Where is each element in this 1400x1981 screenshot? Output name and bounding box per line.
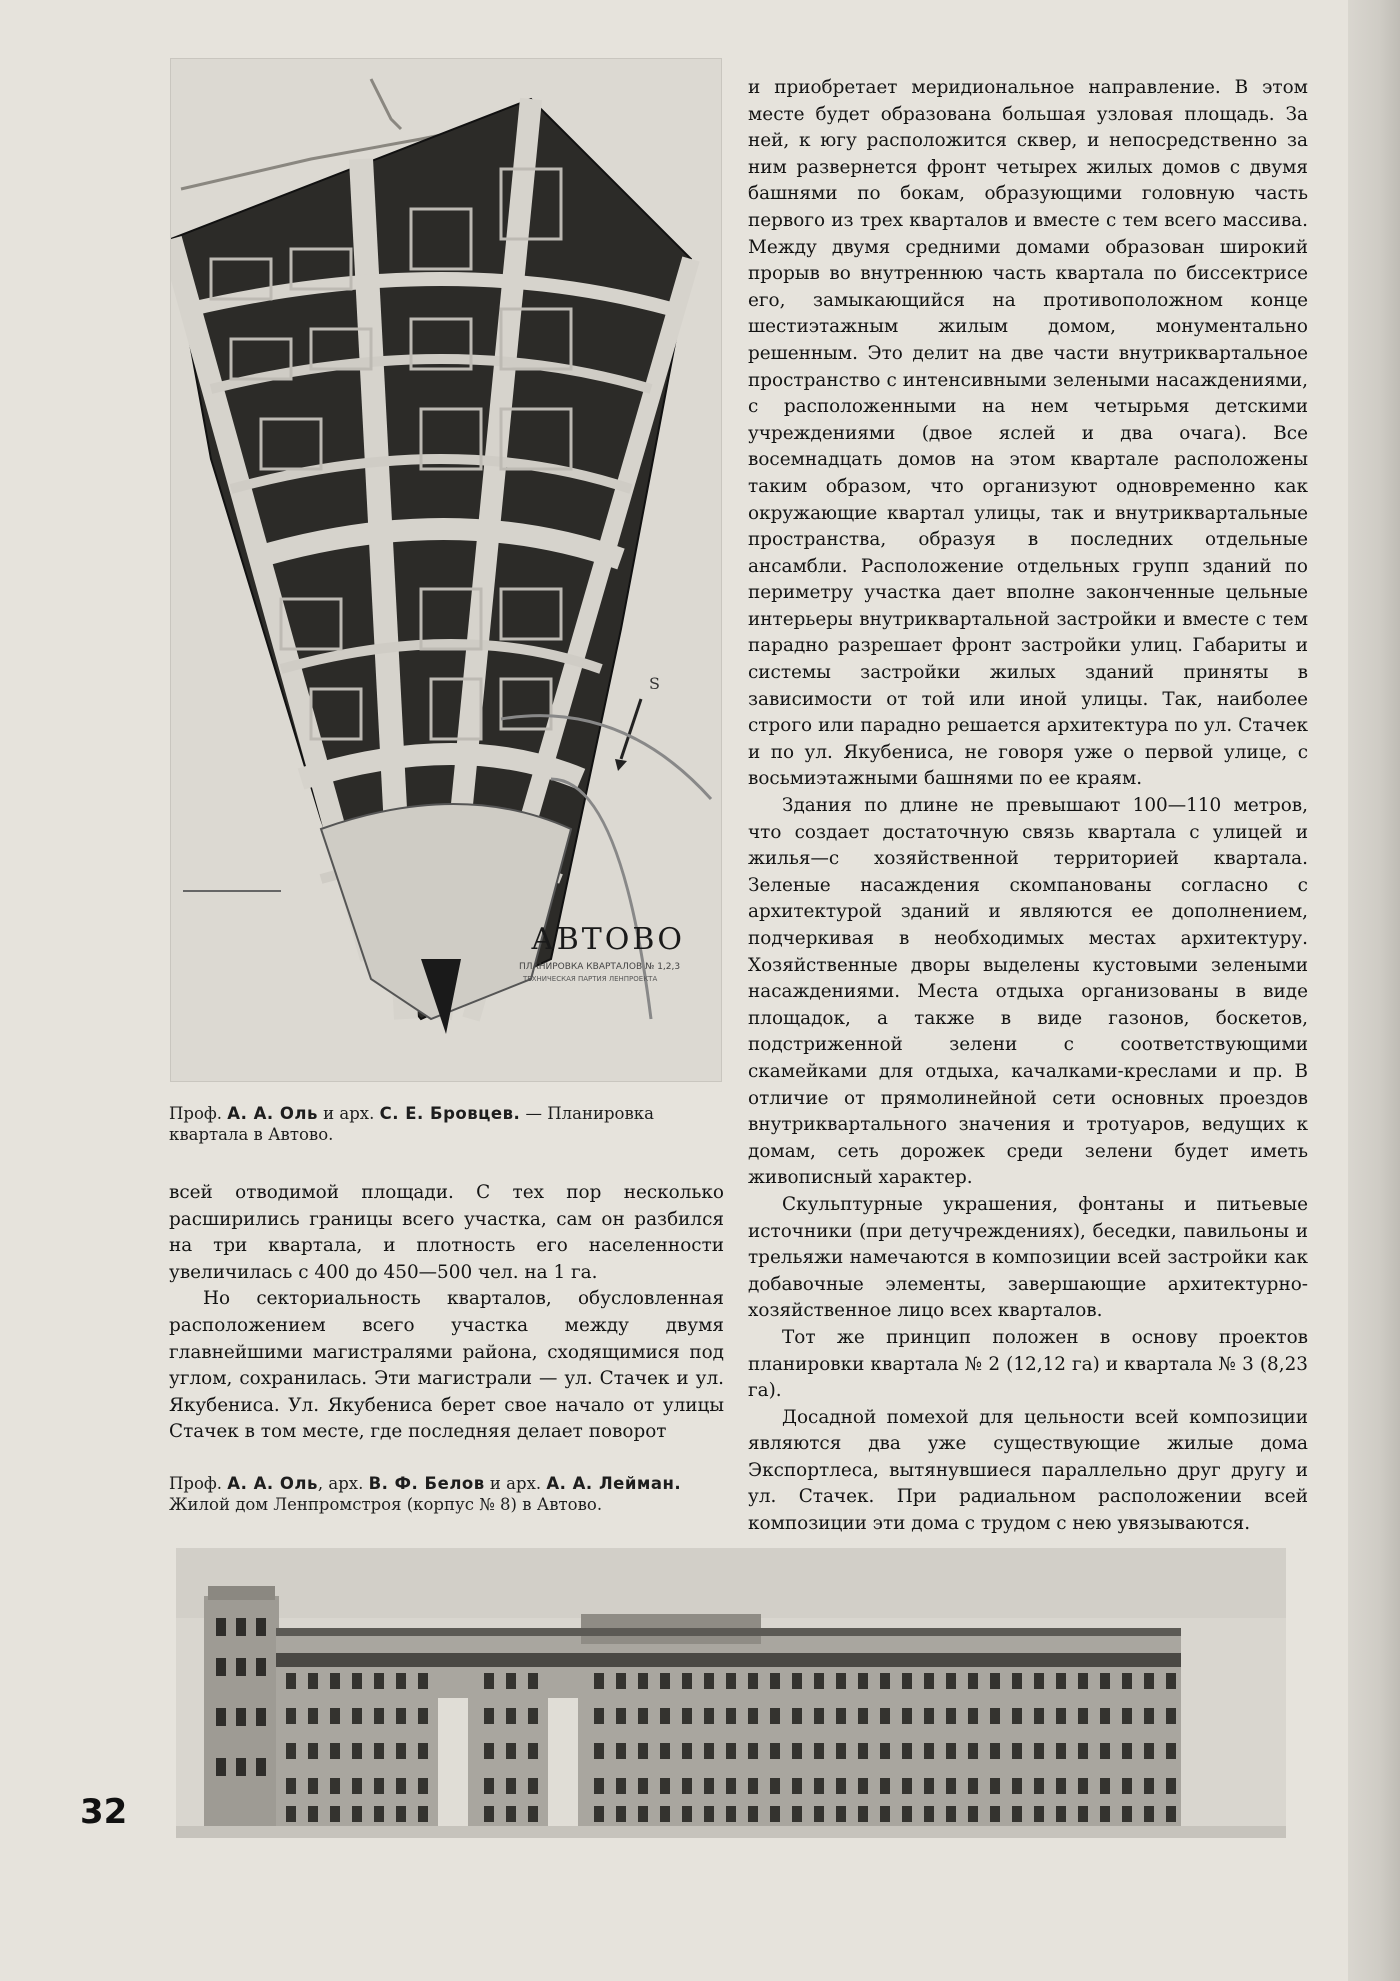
facade-window [770, 1743, 780, 1759]
facade-window [418, 1673, 428, 1689]
facade-window [638, 1743, 648, 1759]
facade-window [506, 1778, 516, 1794]
facade-window [836, 1673, 846, 1689]
facade-window [836, 1708, 846, 1724]
facade-window [616, 1673, 626, 1689]
facade-window [924, 1673, 934, 1689]
facade-window [594, 1778, 604, 1794]
facade-window [726, 1806, 736, 1822]
facade-window [902, 1806, 912, 1822]
facade-window [726, 1778, 736, 1794]
facade-window [308, 1708, 318, 1724]
facade-window [682, 1673, 692, 1689]
north-mark: S [649, 674, 660, 693]
facade-window [1122, 1708, 1132, 1724]
facade-window [506, 1673, 516, 1689]
facade-window [1034, 1743, 1044, 1759]
facade-window [968, 1743, 978, 1759]
facade-window [374, 1743, 384, 1759]
facade-window [880, 1778, 890, 1794]
facade-window [1056, 1778, 1066, 1794]
facade-window [1012, 1743, 1022, 1759]
facade-window [1144, 1673, 1154, 1689]
facade-window [1166, 1778, 1176, 1794]
page-edge [1348, 0, 1400, 1981]
facade-window [396, 1673, 406, 1689]
facade-window [484, 1708, 494, 1724]
facade-window [990, 1778, 1000, 1794]
facade-window [748, 1673, 758, 1689]
facade-window [660, 1708, 670, 1724]
facade-caption-author3: А. А. Лейман. [546, 1474, 682, 1493]
facade-window [594, 1743, 604, 1759]
facade-window [308, 1673, 318, 1689]
facade-window [1078, 1806, 1088, 1822]
facade-window [924, 1743, 934, 1759]
facade-window [748, 1806, 758, 1822]
facade-window [638, 1708, 648, 1724]
facade-window [880, 1806, 890, 1822]
plan-drawing [171, 59, 721, 1081]
facade-window [286, 1778, 296, 1794]
facade-window [880, 1673, 890, 1689]
plan-figure [170, 58, 722, 1082]
plan-caption [169, 1103, 654, 1145]
plan-caption-line2: квартала в Автово. [169, 1125, 334, 1144]
facade-window [1144, 1708, 1154, 1724]
facade-window [902, 1708, 912, 1724]
facade-window [1144, 1778, 1154, 1794]
facade-window [528, 1743, 538, 1759]
facade-window [1122, 1778, 1132, 1794]
facade-window [506, 1708, 516, 1724]
facade-window [682, 1743, 692, 1759]
facade-window [1078, 1778, 1088, 1794]
facade-window [638, 1673, 648, 1689]
facade-window [1100, 1743, 1110, 1759]
facade-drawing [176, 1548, 1286, 1838]
facade-window [352, 1708, 362, 1724]
facade-window [352, 1673, 362, 1689]
facade-window [704, 1743, 714, 1759]
facade-window [352, 1743, 362, 1759]
plan-subtitle: ПЛАНИРОВКА КВАРТАЛОВ № 1,2,3 [519, 962, 681, 972]
facade-window [286, 1743, 296, 1759]
facade-window [792, 1673, 802, 1689]
facade-window [330, 1778, 340, 1794]
facade-window [946, 1708, 956, 1724]
plan-caption-mid: и арх. [317, 1104, 380, 1123]
facade-caption-line2: Жилой дом Ленпромстроя (корпус № 8) в Автово. [169, 1495, 603, 1514]
facade-window [1144, 1806, 1154, 1822]
facade-window [396, 1743, 406, 1759]
facade-window [308, 1806, 318, 1822]
facade-window [638, 1806, 648, 1822]
facade-window [924, 1708, 934, 1724]
facade-window [726, 1743, 736, 1759]
facade-window [792, 1806, 802, 1822]
facade-window [1166, 1673, 1176, 1689]
article-right-column [748, 75, 1308, 1538]
facade-window [1012, 1673, 1022, 1689]
facade-caption-mid2: и арх. [484, 1474, 547, 1493]
facade-window [1034, 1673, 1044, 1689]
plan-caption-author1: А. А. Оль [227, 1104, 318, 1123]
facade-window [1100, 1673, 1110, 1689]
article-left-column [169, 1180, 724, 1446]
facade-window [704, 1778, 714, 1794]
facade-window [770, 1806, 780, 1822]
facade-window [330, 1806, 340, 1822]
facade-window [770, 1708, 780, 1724]
facade-window [1078, 1708, 1088, 1724]
facade-window [330, 1708, 340, 1724]
plan-caption-prefix: Проф. [169, 1104, 228, 1123]
facade-window [660, 1806, 670, 1822]
facade-window [1100, 1806, 1110, 1822]
facade-window [616, 1806, 626, 1822]
facade-window [858, 1806, 868, 1822]
facade-window [616, 1708, 626, 1724]
facade-window [528, 1673, 538, 1689]
facade-window [946, 1743, 956, 1759]
facade-window [330, 1743, 340, 1759]
facade-window [1034, 1806, 1044, 1822]
facade-window [396, 1708, 406, 1724]
facade-window [1122, 1673, 1132, 1689]
facade-window [770, 1778, 780, 1794]
facade-window [418, 1778, 428, 1794]
facade-window [704, 1806, 714, 1822]
facade-window [374, 1708, 384, 1724]
plan-title: АВТОВО [531, 922, 686, 957]
facade-window [286, 1673, 296, 1689]
facade-window [836, 1778, 846, 1794]
facade-window [682, 1806, 692, 1822]
facade-window [418, 1743, 428, 1759]
facade-window [660, 1778, 670, 1794]
facade-window [836, 1743, 846, 1759]
left-paragraph-2: Но секториальность кварталов, обусловленная расположением всего участка между двумя главнейшими магистралями района, сходящимися под углом, сохранилась. Эти магистрали — ул. Стачек и ул. Якубениса. Ул. Якубениса берет свое начало от улицы Стачек в том месте, где последняя делает поворот [169, 1288, 724, 1443]
facade-window [814, 1673, 824, 1689]
facade-window [1100, 1708, 1110, 1724]
facade-window [990, 1708, 1000, 1724]
facade-window [594, 1806, 604, 1822]
facade-window [308, 1778, 318, 1794]
facade-window [704, 1673, 714, 1689]
facade-window [858, 1743, 868, 1759]
facade-window [682, 1778, 692, 1794]
facade-window [1034, 1778, 1044, 1794]
facade-window [330, 1673, 340, 1689]
right-paragraph-4: Тот же принцип положен в основу проектов планировки квартала № 2 (12,12 га) и квартала № 3 (8,23 га). [748, 1326, 1308, 1402]
facade-window [704, 1708, 714, 1724]
facade-window [924, 1806, 934, 1822]
facade-window [726, 1673, 736, 1689]
facade-caption-mid1: , арх. [317, 1474, 369, 1493]
facade-window [484, 1778, 494, 1794]
facade-window [396, 1806, 406, 1822]
facade-window [286, 1708, 296, 1724]
facade-window [396, 1778, 406, 1794]
right-paragraph-5: Досадной помехой для цельности всей композиции являются два уже существующие жилые дома Экспортлеса, вытянувшиеся параллельно друг другу и ул. Стачек. При радиальном расположении всей композиции эти дома с трудом с нею увязываются. [748, 1406, 1308, 1535]
facade-window [990, 1743, 1000, 1759]
facade-window [1122, 1806, 1132, 1822]
facade-window [1078, 1743, 1088, 1759]
facade-window [814, 1708, 824, 1724]
facade-window [814, 1806, 824, 1822]
facade-window [748, 1708, 758, 1724]
facade-window [374, 1673, 384, 1689]
facade-window [506, 1743, 516, 1759]
right-paragraph-2: Здания по длине не превышают 100—110 метров, что создает достаточную связь квартала с улицей и жилья—с хозяйственной территорией квартала. Зеленые насаждения скомпанованы согласно с архитектурой зданий и являются ее дополнением, подчеркивая в необходимых местах архитектуру. Хозяйственные дворы выделены кустовыми зелеными насаждениями. Места отдыха организованы в виде площадок, а также в виде газонов, боскетов, подстриженной зелени с соответствующими скамейками для отдыха, качалками-креслами и пр. В отличие от прямолинейной сети основных проездов внутриквартального значения и тротуаров, ведущих к домам, сеть дорожек среди зелени будет иметь живописный характер. [748, 795, 1308, 1189]
facade-window [792, 1778, 802, 1794]
facade-window [484, 1673, 494, 1689]
facade-window [682, 1708, 692, 1724]
facade-window [1012, 1778, 1022, 1794]
facade-window [902, 1743, 912, 1759]
facade-window [418, 1708, 428, 1724]
facade-caption-author1: А. А. Оль [227, 1474, 318, 1493]
facade-window [352, 1806, 362, 1822]
facade-window [814, 1743, 824, 1759]
facade-window [660, 1743, 670, 1759]
facade-window [1012, 1708, 1022, 1724]
facade-window [858, 1673, 868, 1689]
facade-window [902, 1673, 912, 1689]
facade-window [1056, 1708, 1066, 1724]
facade-window [528, 1708, 538, 1724]
facade-window [792, 1743, 802, 1759]
facade-window [1166, 1806, 1176, 1822]
page-number: 32 [80, 1792, 128, 1832]
facade-window [594, 1673, 604, 1689]
facade-caption-prefix: Проф. [169, 1474, 228, 1493]
facade-window [1056, 1673, 1066, 1689]
facade-window [990, 1806, 1000, 1822]
facade-window [792, 1708, 802, 1724]
facade-window [748, 1778, 758, 1794]
facade-window [1166, 1743, 1176, 1759]
facade-window [946, 1806, 956, 1822]
facade-window [528, 1806, 538, 1822]
facade-window [528, 1778, 538, 1794]
facade-window [1012, 1806, 1022, 1822]
right-paragraph-1: и приобретает меридиональное направление. В этом месте будет образована большая узловая площадь. За ней, к югу расположится сквер, и непосредственно за ним развернется фронт четырех жилых домов с двумя башнями по бокам, образующими головную часть первого из трех кварталов и вместе с тем всего массива. Между двумя средними домами образован широкий прорыв во внутреннюю часть квартала по биссектрисе его, замыкающийся на противоположном конце шестиэтажным жилым домом, монументально решенным. Это делит на две части внутриквартальное пространство с интенсивными зелеными насаждениями, с расположенными на нем четырьмя детскими учреждениями (двое яслей и два очага). Все восемнадцать домов на этом квартале расположены таким образом, что организуют одновременно как окружающие квартал улицы, так и внутриквартальные пространства, образуя в последних отдельные ансамбли. Расположение отдельных групп зданий по периметру участка дает вполне законченные цельные интерьеры внутриквартальной застройки и вместе с тем парадно разрешает фронт застройки улиц. Габариты и системы застройки жилых зданий приняты в зависимости от той или иной улицы. Так, наиболее строго или парадно решается архитектура по ул. Стачек и по ул. Якубениса, не говоря уже о первой улице, с восьмиэтажными башнями по ее краям. [748, 77, 1308, 790]
facade-window [484, 1806, 494, 1822]
facade-window [968, 1673, 978, 1689]
facade-window [748, 1743, 758, 1759]
facade-window [638, 1778, 648, 1794]
facade-window [880, 1708, 890, 1724]
facade-window [352, 1778, 362, 1794]
facade-window [374, 1778, 384, 1794]
facade-window [880, 1743, 890, 1759]
facade-window [374, 1806, 384, 1822]
facade-window [1056, 1806, 1066, 1822]
facade-caption-author2: В. Ф. Белов [368, 1474, 485, 1493]
facade-window [968, 1708, 978, 1724]
plan-caption-author2: С. Е. Бровцев. [379, 1104, 521, 1123]
facade-window [660, 1673, 670, 1689]
facade-window [616, 1743, 626, 1759]
facade-window [946, 1673, 956, 1689]
facade-window [968, 1778, 978, 1794]
facade-window [858, 1708, 868, 1724]
facade-window [858, 1778, 868, 1794]
facade-window [1100, 1778, 1110, 1794]
facade-window [286, 1806, 296, 1822]
facade-window [924, 1778, 934, 1794]
facade-figure [176, 1548, 1286, 1838]
facade-window [1034, 1708, 1044, 1724]
facade-window [1166, 1708, 1176, 1724]
facade-window [616, 1778, 626, 1794]
facade-window [418, 1806, 428, 1822]
plan-subtitle-2: ТЕХНИЧЕСКАЯ ПАРТИЯ ЛЕНПРОЕКТА [523, 975, 658, 983]
plan-caption-suffix: — Планировка [520, 1104, 654, 1123]
facade-window [484, 1743, 494, 1759]
right-paragraph-3: Скульптурные украшения, фонтаны и питьевые источники (при детучреждениях), беседки, павильоны и трельяжи намечаются в композиции всей застройки как добавочные элементы, завершающие архитектурно-хозяйственное лицо всех кварталов. [748, 1193, 1308, 1322]
facade-window [1144, 1743, 1154, 1759]
facade-window [814, 1778, 824, 1794]
facade-window [902, 1778, 912, 1794]
facade-window [836, 1806, 846, 1822]
facade-window [770, 1673, 780, 1689]
facade-caption [169, 1473, 681, 1515]
facade-window [990, 1673, 1000, 1689]
facade-window [1122, 1743, 1132, 1759]
facade-window [946, 1778, 956, 1794]
facade-window [594, 1708, 604, 1724]
facade-window [308, 1743, 318, 1759]
left-paragraph-1: всей отводимой площади. С тех пор несколько расширились границы всего участка, сам он разбился на три квартала, и плотность его населенности увеличилась с 400 до 450—500 чел. на 1 га. [169, 1182, 724, 1283]
facade-window [1078, 1673, 1088, 1689]
facade-window [506, 1806, 516, 1822]
facade-window [1056, 1743, 1066, 1759]
facade-window [726, 1708, 736, 1724]
facade-window [968, 1806, 978, 1822]
